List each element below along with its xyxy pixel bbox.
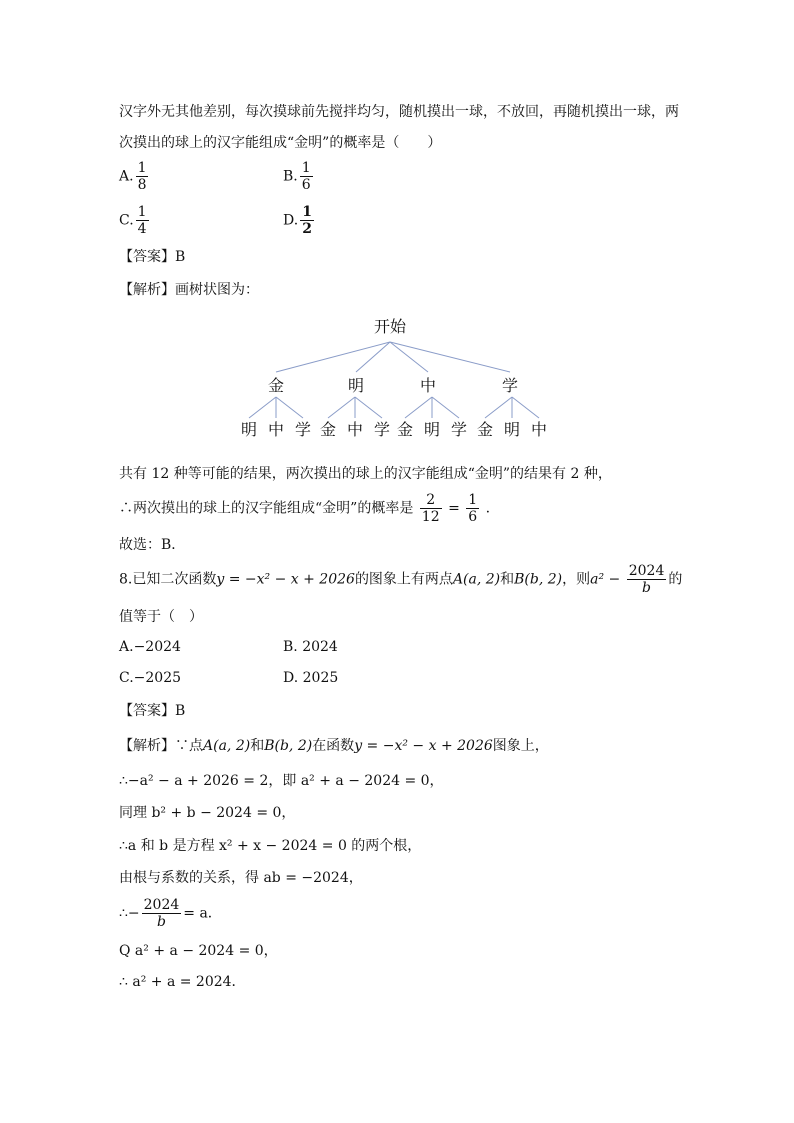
prob-fraction-2: $\frac{1}{6}$	[468, 492, 478, 525]
tree-l2-3-2: 明	[423, 420, 441, 439]
q8-step7: ∴ a² + a = 2024．	[119, 974, 246, 990]
tree-l2-3-3: 学	[450, 420, 468, 439]
q7-option-b: B. $\frac{1}{6}$	[283, 160, 311, 193]
tree-l2-2-1: 金	[319, 420, 337, 439]
tree-l2-1-2: 中	[267, 420, 285, 439]
tree-l2-2-3: 学	[373, 420, 391, 439]
tree-l2-4-3: 中	[530, 420, 548, 439]
tree-l2-3-1: 金	[396, 420, 414, 439]
q7-option-d: D. $\frac{1}{2}$	[283, 204, 312, 237]
q7-option-c: C. $\frac{1}{4}$	[119, 204, 147, 237]
q8-analysis-line: 【解析】∵点A(a, 2)和B(b, 2)在函数y = −x² − x + 2026图象上，	[119, 738, 549, 754]
q8-option-b: B. 2024	[283, 639, 338, 655]
q8-stem-fraction: $\frac{2024}{b}$	[628, 563, 665, 596]
tree-l1-3: 中	[419, 376, 437, 395]
tree-l2-4-2: 明	[503, 420, 521, 439]
q8-step4: 由根与系数的关系，得 ab = −2024，	[119, 870, 363, 886]
q7-answer: 【答案】B	[119, 249, 186, 265]
q7-choose: 故选：B．	[119, 537, 186, 553]
q8-answer: 【答案】B	[119, 703, 186, 719]
prob-fraction-1: $\frac{2}{12}$	[421, 492, 440, 525]
q8-option-a: A.−2024	[119, 639, 181, 655]
q8-step3: ∴a 和 b 是方程 x² + x − 2024 = 0 的两个根，	[119, 838, 422, 854]
q8-option-d: D. 2025	[283, 670, 339, 686]
q7-stem-line1: 汉字外无其他差别，每次摸球前先搅拌均匀，随机摸出一球，不放回，再随机摸出一球，两	[119, 104, 679, 120]
tree-l1-1: 金	[267, 376, 285, 395]
tree-l2-2-2: 中	[346, 420, 364, 439]
q7-result-line: 共有 12 种等可能的结果，两次摸出的球上的汉字能组成“金明”的结果有 2 种，	[119, 466, 612, 482]
q8-stem-line1: 8.已知二次函数y = −x² − x + 2026的图象上有两点A(a, 2)和B(b, 2)，则a² − $\frac{2024}{b}$ 的	[119, 563, 683, 596]
tree-diagram	[0, 312, 794, 442]
tree-l1-2: 明	[347, 376, 365, 395]
q7-stem-line2: 次摸出的球上的汉字能组成“金明”的概率是（ ）	[119, 135, 442, 151]
q7-analysis-label: 【解析】画树状图为：	[119, 282, 259, 298]
q8-option-c: C.−2025	[119, 670, 182, 686]
tree-l2-1-1: 明	[240, 420, 258, 439]
tree-root: 开始	[373, 317, 407, 336]
q8-step1: ∴−a² − a + 2026 = 2，即 a² + a − 2024 = 0，	[119, 773, 444, 789]
tree-l2-4-1: 金	[476, 420, 494, 439]
tree-edges	[249, 342, 539, 418]
q7-probability-line: ∴两次摸出的球上的汉字能组成“金明”的概率是 $\frac{2}{12}$ = $\frac{1}{6}$ .	[119, 492, 491, 525]
q8-step5: ∴− $\frac{2024}{b}$ = a．	[119, 897, 222, 930]
q8-step6: Q a² + a − 2024 = 0，	[119, 943, 278, 959]
q8-step5-fraction: $\frac{2024}{b}$	[143, 897, 180, 930]
q8-stem-line2: 值等于（ ）	[119, 609, 203, 625]
tree-l1-4: 学	[501, 376, 519, 395]
q7-option-a: A. $\frac{1}{8}$	[119, 160, 147, 193]
q8-step2: 同理 b² + b − 2024 = 0，	[119, 805, 296, 821]
tree-l2-1-3: 学	[294, 420, 312, 439]
